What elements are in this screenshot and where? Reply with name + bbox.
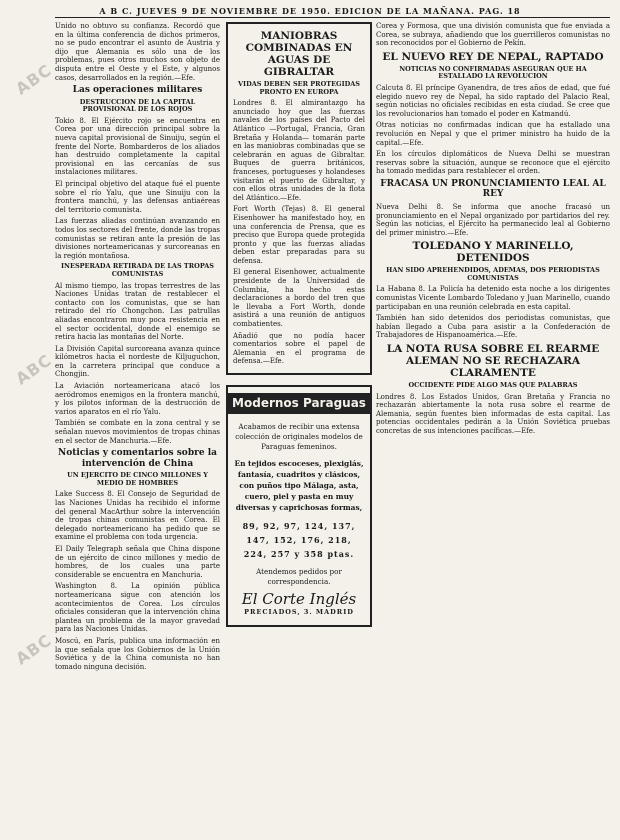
watermark-top: ABC	[12, 60, 56, 99]
section-heading: Las operaciones militares	[72, 85, 203, 96]
column-middle	[226, 22, 372, 627]
store-logo: El Corte Inglés	[241, 589, 357, 608]
article-text: La Aviación norteamericana atacó los aeródromos enemigos en la frontera manchú, y los pilotos informan de la destrucción de varios aparatos en el río Yalu.	[55, 382, 220, 416]
article-text: Otras noticias no confirmadas indican que ha estallado una revolución en Nepal y que el primer ministro ha huido de la capital.—Efe.	[376, 121, 610, 147]
section-heading: Noticias y comentarios sobre la intervención de China	[58, 448, 217, 469]
ad-product-list: En tejidos escoceses, plexiglás, fantasía, cuadritos y clásicos, con puños tipo Málaga, asta, cuero, piel y pasta en muy diversas y caprichosas formas,	[234, 458, 364, 512]
article-text: Corea y Formosa, que una división comunista que fue enviada a Corea, se subraya, añadiendo que los guerrilleros comunistas no son reconocidos por el Gobierno de Pekín.	[376, 22, 610, 48]
article-headline: INESPERADA RETIRADA DE LAS TROPAS COMUNISTAS	[61, 262, 214, 278]
article-headline: LA NOTA RUSA SOBRE EL REARME ALEMAN NO SE RECHAZARA CLARAMENTE	[386, 343, 600, 380]
store-address: PRECIADOS, 3. MADRID	[244, 608, 354, 617]
article-text: Tokio 8. El Ejército rojo se encuentra en Corea por una dirección principal sobre la nueva capital provisional de Sinuiju, según el frente del Norte. Bombarderos de los aliados han destruido completamente la capital provisional en las cercanías de sus instalaciones militares.	[55, 116, 220, 177]
article-text: El general Eisenhower, actualmente presidente de la Universidad de Columbia, ha hecho estas declaraciones a bordo del tren que le llevaba a Fort Worth, donde asistirá a una reunión de antiguos combatientes.	[233, 268, 365, 329]
article-text: También han sido detenidos dos periodistas comunistas, que habían llegado a Cuba para asistir a la Confederación de Trabajadores de Hispanoamérica.—Efe.	[376, 314, 610, 340]
article-text: El Daily Telegraph señala que China dispone de un ejército de cinco millones y medio de hombres, de los cuales una parte considerable se encuentra en Manchuria.	[55, 544, 220, 579]
article-text: En los círculos diplomáticos de Nueva Delhi se muestran reservas sobre la situación, aunque se reconoce que el ejército ha tomado medidas para restablecer el orden.	[376, 150, 610, 176]
article-text: Añadió que no podía hacer comentarios sobre el papel de Alemania en el programa de defensa.—Efe.	[233, 331, 365, 366]
boxed-article	[226, 22, 372, 375]
article-headline: UN EJERCITO DE CINCO MILLONES Y MEDIO DE HOMBRES	[67, 471, 208, 487]
umbrella-advertisement	[226, 385, 372, 627]
article-text: Moscú, en París, publica una información en la que señala que los Gobiernos de la Unión Soviética y de la China comunista no han tomado ninguna decisión.	[55, 636, 220, 671]
article-headline: MANIOBRAS COMBINADAS EN AGUAS DE GIBRALTAR	[245, 30, 353, 78]
article-headline: DESTRUCCION DE LA CAPITAL PROVISIONAL DE LOS ROJOS	[79, 97, 196, 114]
article-headline: EL NUEVO REY DE NEPAL, RAPTADO	[382, 50, 604, 63]
article-subheadline: OCCIDENTE PIDE ALGO MAS QUE PALABRAS	[408, 381, 578, 390]
ad-intro: Acabamos de recibir una extensa colección de originales modelos de Paraguas femeninos.	[235, 421, 363, 451]
article-text: Lake Success 8. El Consejo de Seguridad de las Naciones Unidas ha recibido el informe del general MacArthur sobre la intervención de tropas chinas comunistas en Corea. El delegado norteamericano ha pedido que se examine el problema con toda urgencia.	[55, 490, 220, 542]
ad-mail-order: Atendemos pedidos por correspondencia.	[256, 566, 342, 586]
article-subheadline: HAN SIDO APREHENDIDOS, ADEMAS, DOS PERIODISTAS COMUNISTAS	[386, 266, 600, 282]
article-text: Las fuerzas aliadas continúan avanzando en todos los sectores del frente, donde las tropas comunistas se retiran ante la presión de las divisiones norteamericanas y surcoreanas en la región montañosa.	[55, 217, 220, 260]
article-text: La Habana 8. La Policía ha detenido esta noche a los dirigentes comunistas Vicente Lombardo Toledano y Juan Marinello, cuando participaban en una reunión celebrada en esta capital.	[376, 285, 610, 311]
ad-banner: Modernos Paraguas	[228, 393, 370, 414]
article-headline: TOLEDANO Y MARINELLO, DETENIDOS	[412, 240, 574, 265]
article-subheadline: NOTICIAS NO CONFIRMADAS ASEGURAN QUE HA ESTALLADO LA REVOLUCION	[399, 64, 587, 81]
column-right	[376, 22, 610, 439]
article-text: Al mismo tiempo, las tropas terrestres de las Naciones Unidas tratan de restablecer el contacto con los comunistas, que se han retirado del río Chongchon. Las patrullas aliadas encontraron muy poca resistencia en el sector occidental, donde el enemigo se retira hacia las montañas del Norte.	[55, 281, 220, 342]
article-headline: FRACASA UN PRONUNCIAMIENTO LEAL AL REY	[380, 178, 606, 200]
article-text: Nueva Delhi 8. Se informa que anoche fracasó un pronunciamiento en el Nepal organizado por partidarios del rey. Según las noticias, el Ejército ha permanecido leal al Gobierno del primer ministro.—Efe.	[376, 202, 610, 237]
ad-prices: 89, 92, 97, 124, 137, 147, 152, 176, 218, 224, 257 y 358 ptas.	[242, 520, 356, 559]
article-text: Londres 8. Los Estados Unidos, Gran Bretaña y Francia no rechazarán abiertamente la nota rusa sobre el rearme de Alemania, según fuentes bien informadas de esta capital. Las potencias occidentales pedirán a la Unión Soviética pruebas concretas de sus intenciones pacíficas.—Efe.	[376, 392, 610, 435]
article-text: Unido no obtuvo su confianza. Recordó que en la última conferencia de dichos primeros, no se pudo encontrar el asunto de Austria y dijo que Alemania es sólo una de los problemas, pues otros muchos son objeto de disputa entre el Oeste y el Este, y algunos casos, desarrollados en la región.—Efe.	[55, 22, 220, 82]
article-text: Fort Worth (Tejas) 8. El general Eisenhower ha manifestado hoy, en una conferencia de Prensa, que es preciso que Europa quede protegida pronto y que las fuerzas aliadas deben estar preparadas para su defensa.	[233, 205, 365, 265]
column-left	[55, 22, 220, 674]
article-text: La División Capital surcoreana avanza quince kilómetros hacia el nordeste de Kiljuguchon, en la carretera principal que conduce a Chongjin.	[55, 344, 220, 379]
article-text: Londres 8. El almirantazgo ha anunciado hoy que las fuerzas navales de los países del Pacto del Atlántico —Portugal, Francia, Gran Bretaña y Holanda— tomarán parte en las maniobras combinadas que se celebrarán en aguas de Gibraltar. Buques de guerra británicos, franceses, portugueses y holandeses visitarán el puerto de Gibraltar, y con ellos otras unidades de la flota del Atlántico.—Efe.	[233, 99, 365, 202]
article-subheadline: VIDAS DEBEN SER PROTEGIDAS PRONTO EN EUROPA	[238, 80, 360, 96]
article-text: También se combate en la zona central y se señalan nuevos movimientos de tropas chinas en el sector de Manchuria.—Efe.	[55, 419, 220, 445]
header-rule	[55, 17, 610, 18]
watermark-bottom: ABC	[12, 630, 56, 669]
article-text: El principal objetivo del ataque fué el puente sobre el río Yalu, que une Sinuiju con la frontera manchú, y las defensas antiaéreas del territorio comunista.	[55, 180, 220, 214]
article-text: Washington 8. La opinión pública norteamericana sigue con atención los acontecimientos de Corea. Los círculos oficiales consideran que la intervención china plantea un problema de la mayor gravedad para las Naciones Unidas.	[55, 582, 220, 634]
watermark-middle: ABC	[12, 350, 56, 389]
page-header: A B C. JUEVES 9 DE NOVIEMBRE DE 1950. EDICION DE LA MAÑANA. PAG. 18	[99, 6, 521, 16]
article-text: Calcuta 8. El príncipe Gyanendra, de tres años de edad, que fué elegido nuevo rey de Nepal, ha sido raptado del Palacio Real, según noticias no oficiales recibidas en esta ciudad. Se cree que los revolucionarios han tomado el poder en Katmandú.	[376, 83, 610, 118]
